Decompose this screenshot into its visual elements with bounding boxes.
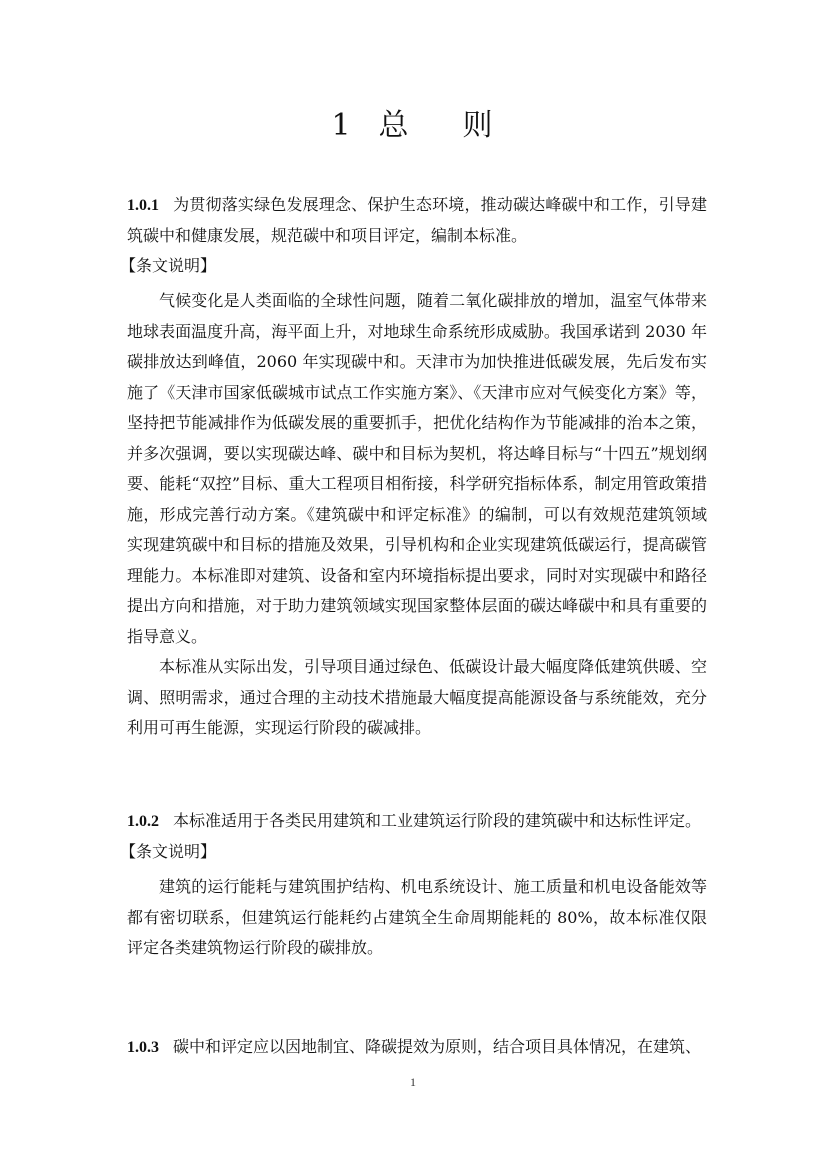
chapter-title-char-1: 总 (378, 108, 411, 143)
clause-body (127, 1032, 707, 1063)
chapter-title (0, 100, 826, 144)
clause-1-0-3 (127, 1032, 707, 1063)
clause-id: 1.0.3 (127, 1039, 159, 1056)
clause-body (127, 806, 707, 837)
clause-note-paragraph: 气候变化是人类面临的全球性问题，随着二氧化碳排放的增加，温室气体带来地球表面温度升高，海平面上升，对地球生命系统形成威胁。我国承诺到 2030 年碳排放达到峰值，2060 年实现碳中和。天津市为加快推进低碳发展，先后发布实施了《天津市国家低碳城市试点工作实施方案》、《天津市应对气候变化方案》等，坚持把节能减排作为低碳发展的重要抓手，把优化结构作为节能减排的治本之策，并多次强调，要以实现碳达峰、碳中和目标为契机，将达峰目标与“十四五”规划纲要、能耗“双控”目标、重大工程项目相衔接，科学研究指标体系，制定用管政策措施，形成完善行动方案。《建筑碳中和评定标准》的编制，可以有效规范建筑领域实现建筑碳中和目标的措施及效果，引导机构和企业实现建筑低碳运行，提高碳管理能力。本标准即对建筑、设备和室内环境指标提出要求，同时对实现碳中和路径提出方向和措施，对于助力建筑领域实现国家整体层面的碳达峰碳中和具有重要的指导意义。 (127, 291, 707, 646)
clause-1-0-1 (120, 190, 707, 744)
chapter-title-char-2: 则 (462, 108, 495, 143)
page-number: 1 (410, 1075, 416, 1089)
clause-body (127, 190, 707, 251)
clause-text: 本标准适用于各类民用建筑和工业建筑运行阶段的建筑碳中和达标性评定。 (173, 811, 702, 830)
clause-note-paragraph: 本标准从实际出发，引导项目通过绿色、低碳设计最大幅度降低建筑供暖、空调、照明需求，通过合理的主动技术措施最大幅度提高能源设备与系统能效，充分利用可再生能源，实现运行阶段的碳减排。 (127, 657, 707, 737)
clause-text: 碳中和评定应以因地制宜、降碳提效为原则，结合项目具体情况，在建筑、 (173, 1037, 702, 1056)
clause-note-label: 【条文说明】 (120, 256, 217, 275)
clause-id: 1.0.2 (127, 813, 159, 830)
chapter-number: 1 (331, 108, 353, 143)
clause-1-0-2 (120, 806, 707, 964)
clause-note-paragraph: 建筑的运行能耗与建筑围护结构、机电系统设计、施工质量和机电设备能效等都有密切联系，但建筑运行能耗约占建筑全生命周期能耗的 80%，故本标准仅限评定各类建筑物运行阶段的碳排放。 (127, 877, 707, 957)
clause-id: 1.0.1 (127, 197, 159, 214)
clause-text: 为贯彻落实绿色发展理念、保护生态环境，推动碳达峰碳中和工作，引导建筑碳中和健康发展，规范碳中和项目评定，编制本标准。 (127, 195, 707, 245)
clause-note-label: 【条文说明】 (120, 842, 217, 861)
